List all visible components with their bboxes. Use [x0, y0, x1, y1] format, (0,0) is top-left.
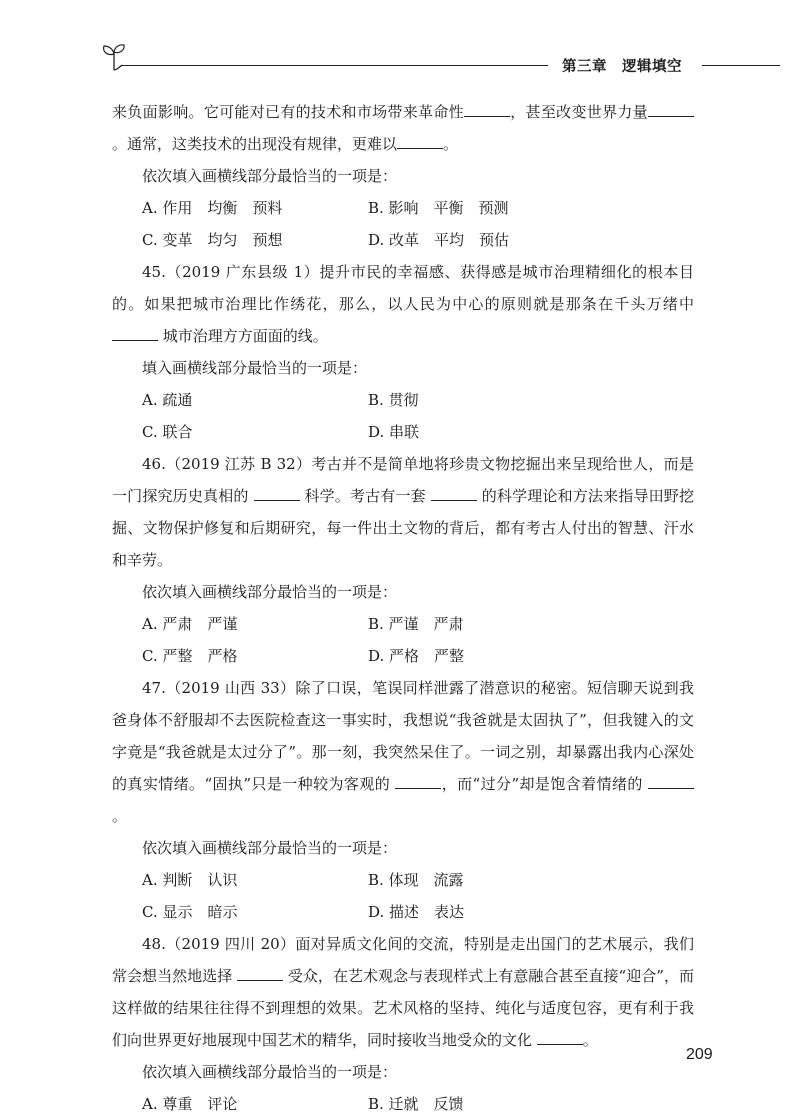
option-d: D. 改革 平均 预估 — [368, 231, 510, 249]
option-a: A. 疏通 — [142, 391, 193, 409]
blank — [397, 134, 443, 149]
option-d: D. 严格 严整 — [368, 647, 465, 665]
page-number: 209 — [686, 1046, 713, 1063]
option-b: B. 影响 平衡 预测 — [368, 199, 509, 217]
running-header — [0, 40, 800, 80]
options-row — [112, 640, 694, 672]
blank — [254, 486, 300, 501]
options-row — [112, 192, 694, 224]
option-a: A. 尊重 评论 — [142, 1095, 238, 1113]
option-b: B. 迁就 反馈 — [368, 1095, 464, 1113]
question-48: 48.（2019 四川 20）面对异质文化间的交流，特别是走出国门的艺术展示，我们常会想当然地选择 受众，在艺术观念与表现样式上有意融合甚至直接“迎合”，而这样做的结果往往得不到理想的效果。艺术风格的坚持、纯化与适度包容，更有利于我们向世界更好地展现中国艺术的精华，同时接收当地受众的文化 。 — [112, 935, 694, 1049]
blank — [112, 326, 158, 341]
header-rule-left — [122, 65, 548, 66]
question-44-continuation: 来负面影响。它可能对已有的技术和市场带来革命性 ，甚至改变世界力量。通常，这类技术的出现没有规律，更难以 。 — [112, 96, 694, 160]
question-47: 47.（2019 山西 33）除了口误，笔误同样泄露了潜意识的秘密。短信聊天说到我爸身体不舒服却不去医院检查这一事实时，我想说“我爸就是太固执了”，但我键入的文字竟是“我爸就是太过分了”。那一刻，我突然呆住了。一词之别，却暴露出我内心深处的真实情绪。“固执”只是一种较为客观的 ，而“过分”却是饱含着情绪的 。 — [112, 679, 694, 825]
option-b: B. 贯彻 — [368, 391, 419, 409]
header-rule-right — [702, 65, 780, 66]
sprout-icon — [100, 40, 130, 72]
blank — [648, 774, 694, 789]
option-b: B. 严谨 严肃 — [368, 615, 464, 633]
options-row — [112, 416, 694, 448]
question-instruction: 依次填入画横线部分最恰当的一项是： — [142, 839, 398, 857]
question-instruction: 依次填入画横线部分最恰当的一项是： — [142, 583, 398, 601]
options-row — [112, 864, 694, 896]
option-a: A. 严肃 严谨 — [142, 615, 238, 633]
chapter-label: 第三章 逻辑填空 — [562, 59, 682, 75]
options-row — [112, 896, 694, 928]
option-a: A. 作用 均衡 预料 — [142, 199, 283, 217]
option-c: C. 联合 — [142, 423, 193, 441]
question-instruction: 填入画横线部分最恰当的一项是： — [142, 359, 368, 377]
option-d: D. 串联 — [368, 423, 420, 441]
blank — [237, 966, 283, 981]
question-46: 46.（2019 江苏 B 32）考古并不是简单地将珍贵文物挖掘出来呈现给世人，而是一门探究历史真相的 科学。考古有一套 的科学理论和方法来指导田野挖掘、文物保护修复和后期研究，每一件出土文物的背后，都有考古人付出的智慧、汗水和辛劳。 — [112, 455, 694, 569]
option-c: C. 变革 均匀 预想 — [142, 231, 283, 249]
blank — [537, 1030, 583, 1045]
option-c: C. 显示 暗示 — [142, 903, 238, 921]
question-45: 45.（2019 广东县级 1）提升市民的幸福感、获得感是城市治理精细化的根本目的。如果把城市治理比作绣花，那么，以人民为中心的原则就是那条在千头万绪中 城市治理方方面面的线。 — [112, 263, 694, 345]
blank — [464, 102, 510, 117]
blank — [648, 102, 694, 117]
option-a: A. 判断 认识 — [142, 871, 238, 889]
options-row — [112, 1088, 694, 1120]
options-row — [112, 384, 694, 416]
option-d: D. 描述 表达 — [368, 903, 465, 921]
options-row — [112, 224, 694, 256]
page-body — [112, 96, 694, 1120]
blank — [395, 774, 441, 789]
options-row — [112, 608, 694, 640]
blank — [431, 486, 477, 501]
question-instruction: 依次填入画横线部分最恰当的一项是： — [142, 167, 398, 185]
question-instruction: 依次填入画横线部分最恰当的一项是： — [142, 1063, 398, 1081]
option-c: C. 严整 严格 — [142, 647, 238, 665]
option-b: B. 体现 流露 — [368, 871, 464, 889]
